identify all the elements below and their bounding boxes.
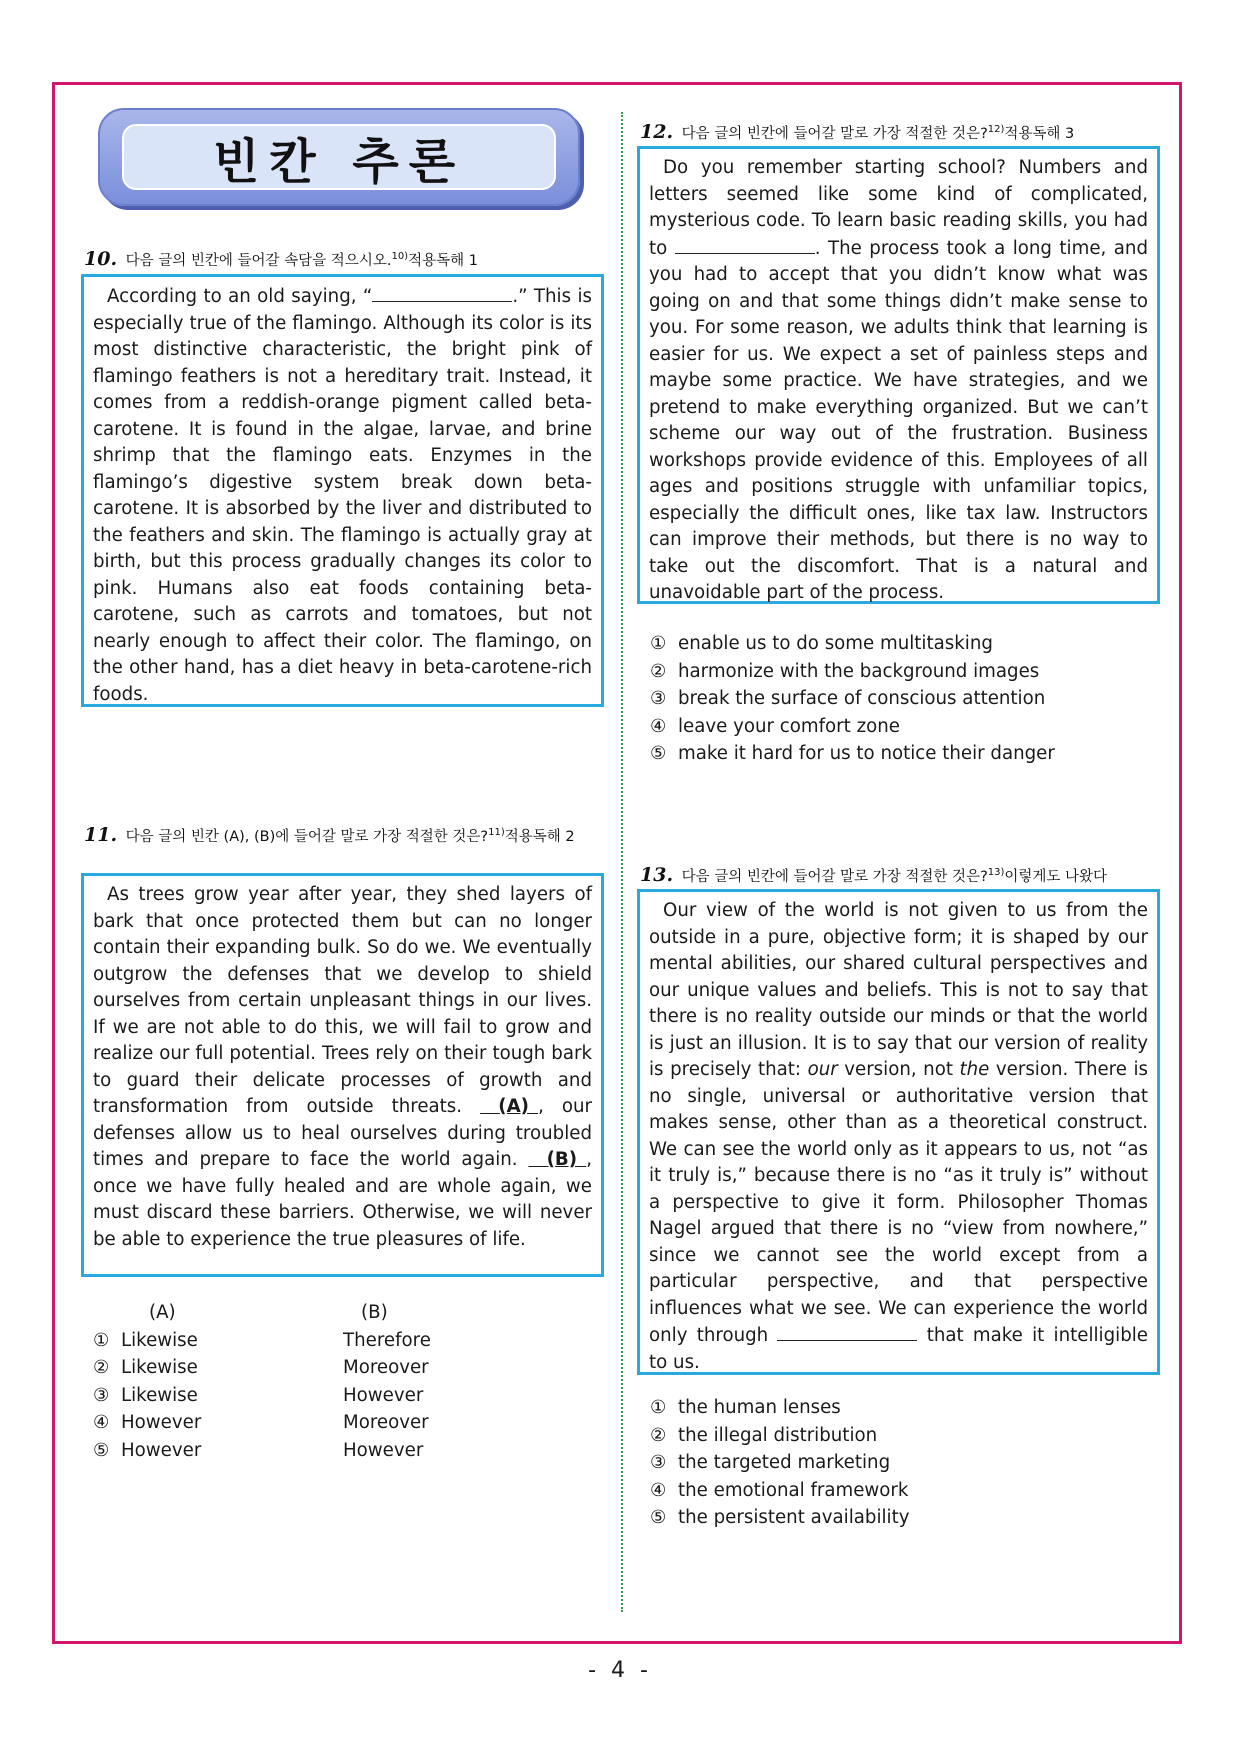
choice-a: However [121, 1439, 202, 1461]
q12-blank [675, 235, 815, 254]
choice-text: the illegal distribution [678, 1424, 878, 1446]
q10-passage-rest: .” This is especially true of the flamingo. Although its color is its most distinctive characteristic, the bright pink of flamingo feathers is not a hereditary trait. Instead, it comes from a reddish-orange pigment called beta-carotene. It is found in the algae, larvae, and brine shrimp that the flamingo eats. Enzymes in the flamingo’s digestive system break down beta-carotene. It is absorbed by the liver and distributed to the feathers and skin. The flamingo is actually gray at birth, but this process gradually changes its color to pink. Humans also eat foods containing beta-carotene, such as carrots and tomatoes, but not nearly enough to affect their color. The flamingo, on the other hand, has a diet heavy in beta-carotene-rich foods. [93, 286, 592, 705]
choice-number: ④ [650, 1479, 667, 1501]
choice-a: Likewise [121, 1357, 198, 1379]
q11-passage-box [81, 873, 604, 1277]
choice-number: ② [93, 1357, 110, 1379]
choice-a: Likewise [121, 1329, 198, 1351]
choice-b: However [343, 1439, 424, 1461]
choice-b: However [343, 1384, 424, 1406]
choice-text: make it hard for us to notice their danger [678, 743, 1055, 764]
q13-number: 13. [640, 864, 674, 886]
q10-ref: 10) [391, 251, 409, 262]
section-title: 빈칸 추론 [212, 133, 466, 190]
q10-passage-start: According to an old saying, “ [107, 286, 373, 307]
q11-blank-b-label: (B) [546, 1149, 578, 1170]
choice-a: However [121, 1412, 202, 1434]
q12-passage-box [637, 146, 1160, 604]
q11-choice-1[interactable] [93, 1327, 593, 1355]
q13-source: 이렇게도 나왔다 [1004, 869, 1108, 885]
q12-choice-5[interactable] [650, 740, 1055, 768]
choice-number: ⑤ [650, 743, 667, 764]
q11-passage-part3: , once we have fully healed and are whole again, we must discard these barriers. Otherwise, we will never be able to experience the true pleasures of life. [93, 1149, 592, 1250]
q10-source: 적용독해 1 [408, 253, 478, 269]
q11-blank-a-label: (A) [498, 1096, 529, 1117]
q13-choice-4[interactable] [650, 1477, 910, 1505]
choice-text: harmonize with the background images [678, 660, 1040, 682]
choice-number: ③ [93, 1384, 110, 1406]
q13-choice-1[interactable] [650, 1394, 910, 1422]
q11-choices [93, 1299, 593, 1465]
q12-number: 12. [640, 121, 674, 143]
choice-number: ④ [650, 715, 667, 737]
q12-choice-3[interactable] [650, 685, 1055, 713]
q13-choices [650, 1394, 910, 1532]
q13-ref: 13) [987, 867, 1005, 878]
choice-number: ① [650, 1397, 667, 1418]
q13-choice-3[interactable] [650, 1449, 910, 1477]
choice-number: ② [650, 660, 667, 682]
q12-choices [650, 630, 1055, 768]
q10-passage-box [81, 274, 604, 707]
choice-b: Therefore [343, 1329, 431, 1351]
choice-b: Moreover [343, 1357, 429, 1379]
choice-text: leave your comfort zone [678, 715, 900, 737]
choice-number: ① [93, 1329, 110, 1351]
choice-number: ④ [93, 1412, 110, 1434]
q11-choice-2[interactable] [93, 1354, 593, 1382]
q10-blank [372, 283, 512, 302]
q13-passage-mid: version, not [837, 1059, 960, 1080]
q11-choice-3[interactable] [93, 1382, 593, 1410]
q12-choice-2[interactable] [650, 658, 1055, 686]
q11-source: 적용독해 2 [504, 829, 575, 845]
choice-number: ② [650, 1424, 667, 1446]
q13-header [640, 862, 1180, 888]
q10-number: 10. [84, 248, 118, 270]
q12-passage-rest: . The process took a long time, and you had to accept that you didn’t know what was going on and that some things didn’t make sense to you. For some reason, we adults think that learning is easier for us. We expect a set of painless steps and maybe some practice. We have strategies, and we pretend to make everything organized. But we can’t scheme our way out of the frustration. Business workshops provide evidence of this. Employees of all ages and positions struggle with unfamiliar topics, especially the difficult ones, like tax law. Instructors can improve their methods, but there is no way to take out the discomfort. That is a natural and unavoidable part of the process. [649, 237, 1148, 603]
q11-passage-part2: , our defenses allow us to heal ourselves during troubled times and prepare to face the world again. [93, 1096, 592, 1170]
choice-number: ⑤ [650, 1507, 667, 1528]
q13-prompt: 다음 글의 빈칸에 들어갈 말로 가장 적절한 것은? [681, 869, 988, 885]
choice-number: ③ [650, 1452, 667, 1473]
q12-source: 적용독해 3 [1004, 126, 1075, 142]
q12-passage-start: Do you remember starting school? Numbers and letters seemed like some kind of complicated, mysterious code. To learn basic reading skills, you had to [649, 157, 1148, 259]
choice-b: Moreover [343, 1412, 429, 1434]
q13-em-the: the [959, 1059, 990, 1080]
q13-choice-5[interactable] [650, 1504, 910, 1532]
q10-prompt: 다음 글의 빈칸에 들어갈 속담을 적으시오. [125, 253, 392, 269]
q11-choice-5[interactable] [93, 1437, 593, 1465]
q13-passage-end: that make it intelligible to us. [649, 1325, 1148, 1373]
q11-blank-a [480, 1096, 538, 1117]
column-divider [621, 112, 623, 1612]
choice-text: the persistent availability [678, 1507, 910, 1528]
q12-passage [649, 155, 1148, 607]
q10-header [84, 246, 624, 272]
choice-number: ③ [650, 688, 667, 709]
choice-text: break the surface of conscious attention [678, 688, 1046, 709]
q13-passage [649, 898, 1148, 1376]
q13-passage-box [637, 889, 1160, 1375]
q11-header [84, 822, 614, 848]
q13-em-our: our [807, 1059, 838, 1080]
choice-text: enable us to do some multitasking [678, 633, 993, 654]
q11-ref: 11) [488, 827, 505, 838]
choice-text: the human lenses [678, 1397, 841, 1418]
q13-choice-2[interactable] [650, 1422, 910, 1450]
q13-passage-start: Our view of the world is not given to us from the outside in a pure, objective form; it is shaped by our mental abilities, our shared cultural perspectives and our unique values and beliefs. This is not to say that there is no reality outside our minds or that the world is just an illusion. It is to say that our version of reality is precisely that: [649, 900, 1148, 1080]
q11-choices-header [93, 1299, 593, 1327]
choice-text: the targeted marketing [678, 1452, 891, 1473]
section-title-inner [122, 124, 556, 190]
q12-header [640, 119, 1180, 145]
choice-text: the emotional framework [678, 1479, 909, 1501]
q12-ref: 12) [987, 124, 1005, 135]
q12-prompt: 다음 글의 빈칸에 들어갈 말로 가장 적절한 것은? [681, 126, 988, 142]
choice-number: ① [650, 633, 667, 654]
q11-col-a: (A) [149, 1302, 176, 1323]
q11-choice-4[interactable] [93, 1409, 593, 1437]
q10-passage [93, 283, 592, 708]
q11-prompt: 다음 글의 빈칸 (A), (B)에 들어갈 말로 가장 적절한 것은? [125, 829, 489, 845]
q12-choice-1[interactable] [650, 630, 1055, 658]
q13-blank [777, 1322, 917, 1341]
q11-passage [93, 882, 592, 1253]
q11-number: 11. [84, 824, 118, 846]
page-number: - 4 - [588, 1658, 652, 1683]
q12-choice-4[interactable] [650, 713, 1055, 741]
q11-passage-part1: As trees grow year after year, they shed layers of bark that once protected them but can no longer contain their expanding bulk. So do we. We eventually outgrow the defenses that we develop to shield ourselves from certain unpleasant things in our lives. If we are not able to do this, we will fail to grow and realize our full potential. Trees rely on their tough bark to guard their delicate processes of growth and transformation from outside threats. [93, 884, 592, 1117]
q11-col-b: (B) [361, 1302, 388, 1323]
q11-blank-b [528, 1149, 586, 1170]
choice-number: ⑤ [93, 1439, 110, 1461]
q13-passage-rest: version. There is no single, universal or authoritative version that makes sense, other than as a theoretical construct. We can see the world only as it appears to us, not “as it truly is,” because there is no “as it truly is” without a perspective to give it form. Philosopher Thomas Nagel argued that there is no “view from nowhere,” since we cannot see the world except from a particular perspective, and that perspective influences what we see. We can experience the world only through [649, 1059, 1148, 1346]
choice-a: Likewise [121, 1384, 198, 1406]
section-title-badge [98, 108, 580, 206]
